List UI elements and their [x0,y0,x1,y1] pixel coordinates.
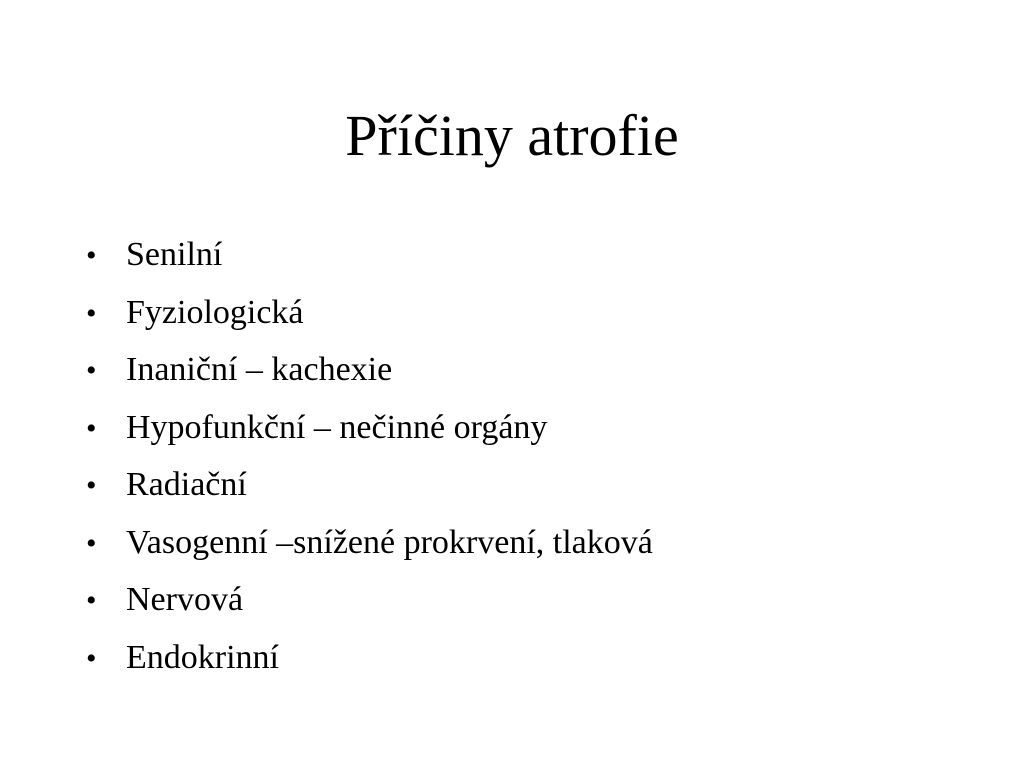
list-item [82,571,653,629]
list-item-text: Nervová [126,581,244,618]
list-item [82,399,653,457]
bullet-list [82,226,653,686]
list-item [82,284,653,342]
list-item [82,629,653,687]
list-item [82,341,653,399]
list-item [82,514,653,572]
bullet-icon: • [86,469,97,502]
list-item-text: Fyziologická [126,293,304,331]
list-item-text: Hypofunkční – nečinné orgány [126,408,548,446]
bullet-icon: • [86,239,97,272]
list-item-text: Senilní [126,236,223,273]
bullet-icon: • [86,296,97,330]
bullet-icon: • [86,354,97,387]
list-item-text: Vasogenní –snížené prokrvení, tlaková [126,523,653,561]
bullet-icon: • [86,641,97,675]
list-item [82,226,653,284]
list-item [82,456,653,514]
slide-title: Příčiny atrofie [345,103,679,168]
bullet-icon: • [86,584,97,617]
bullet-icon: • [86,411,97,445]
list-item-text: Radiační [126,466,247,503]
bullet-icon: • [86,526,97,560]
list-item-text: Inaniční – kachexie [126,351,393,388]
list-item-text: Endokrinní [126,638,279,676]
